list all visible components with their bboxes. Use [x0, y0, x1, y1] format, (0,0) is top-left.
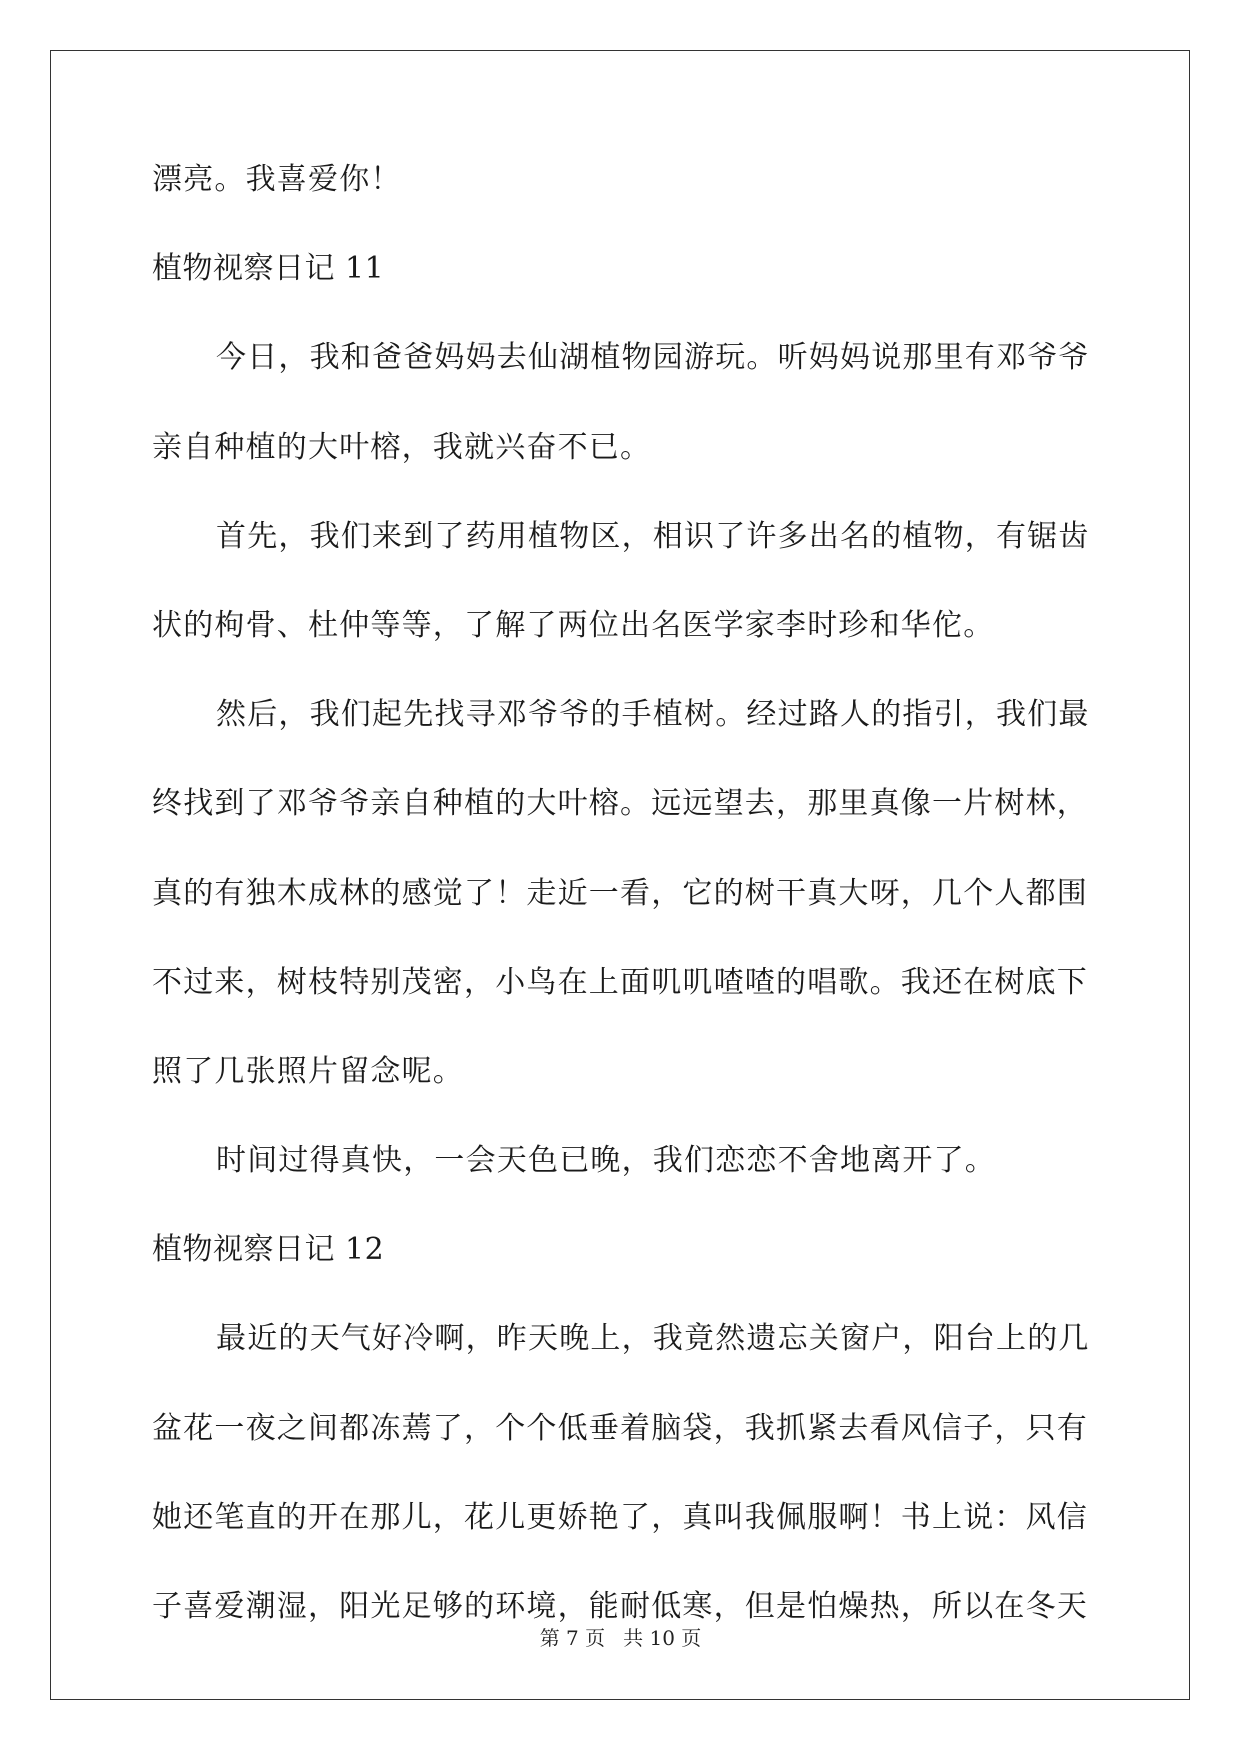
text-line: 状的枸骨、杜仲等等，了解了两位出名医学家李时珍和华佗。: [152, 607, 995, 643]
text-line: 照了几张照片留念呢。: [152, 1053, 464, 1089]
paragraph-first-line: 最近的天气好冷啊，昨天晚上，我竟然遗忘关窗户，阳台上的几: [216, 1321, 1090, 1357]
page-number: 第 7 页: [539, 1626, 606, 1650]
section-heading: 植物视察日记 12: [152, 1232, 385, 1268]
paragraph-first-line: 今日，我和爸爸妈妈去仙湖植物园游玩。听妈妈说那里有邓爷爷: [216, 340, 1090, 376]
text-line: 子喜爱潮湿，阳光足够的环境，能耐低寒，但是怕燥热，所以在冬天: [152, 1589, 1088, 1624]
text-line: 真的有独木成林的感觉了！走近一看，它的树干真大呀，几个人都围: [152, 875, 1088, 911]
paragraph-first-line: 然后，我们起先找寻邓爷爷的手植树。经过路人的指引，我们最: [216, 697, 1090, 733]
section-heading: 植物视察日记 11: [152, 251, 385, 287]
text-line: 漂亮。我喜爱你！: [152, 162, 402, 197]
paragraph-first-line: 时间过得真快，一会天色已晚，我们恋恋不舍地离开了。: [216, 1143, 996, 1179]
paragraph-first-line: 首先，我们来到了药用植物区，相识了许多出名的植物，有锯齿: [216, 518, 1090, 554]
text-line: 终找到了邓爷爷亲自种植的大叶榕。远远望去，那里真像一片树林，: [152, 786, 1088, 822]
page-footer: [0, 1625, 1241, 1651]
document-body: [152, 160, 1092, 1676]
text-line: 她还笔直的开在那儿，花儿更娇艳了，真叫我佩服啊！书上说：风信: [152, 1499, 1088, 1535]
text-line: 亲自种植的大叶榕，我就兴奋不已。: [152, 429, 652, 465]
page-total: 共 10 页: [623, 1626, 702, 1650]
text-line: 盆花一夜之间都冻蔫了，个个低垂着脑袋，我抓紧去看风信子，只有: [152, 1410, 1088, 1446]
text-line: 不过来，树枝特别茂密，小鸟在上面叽叽喳喳的唱歌。我还在树底下: [152, 964, 1088, 1000]
